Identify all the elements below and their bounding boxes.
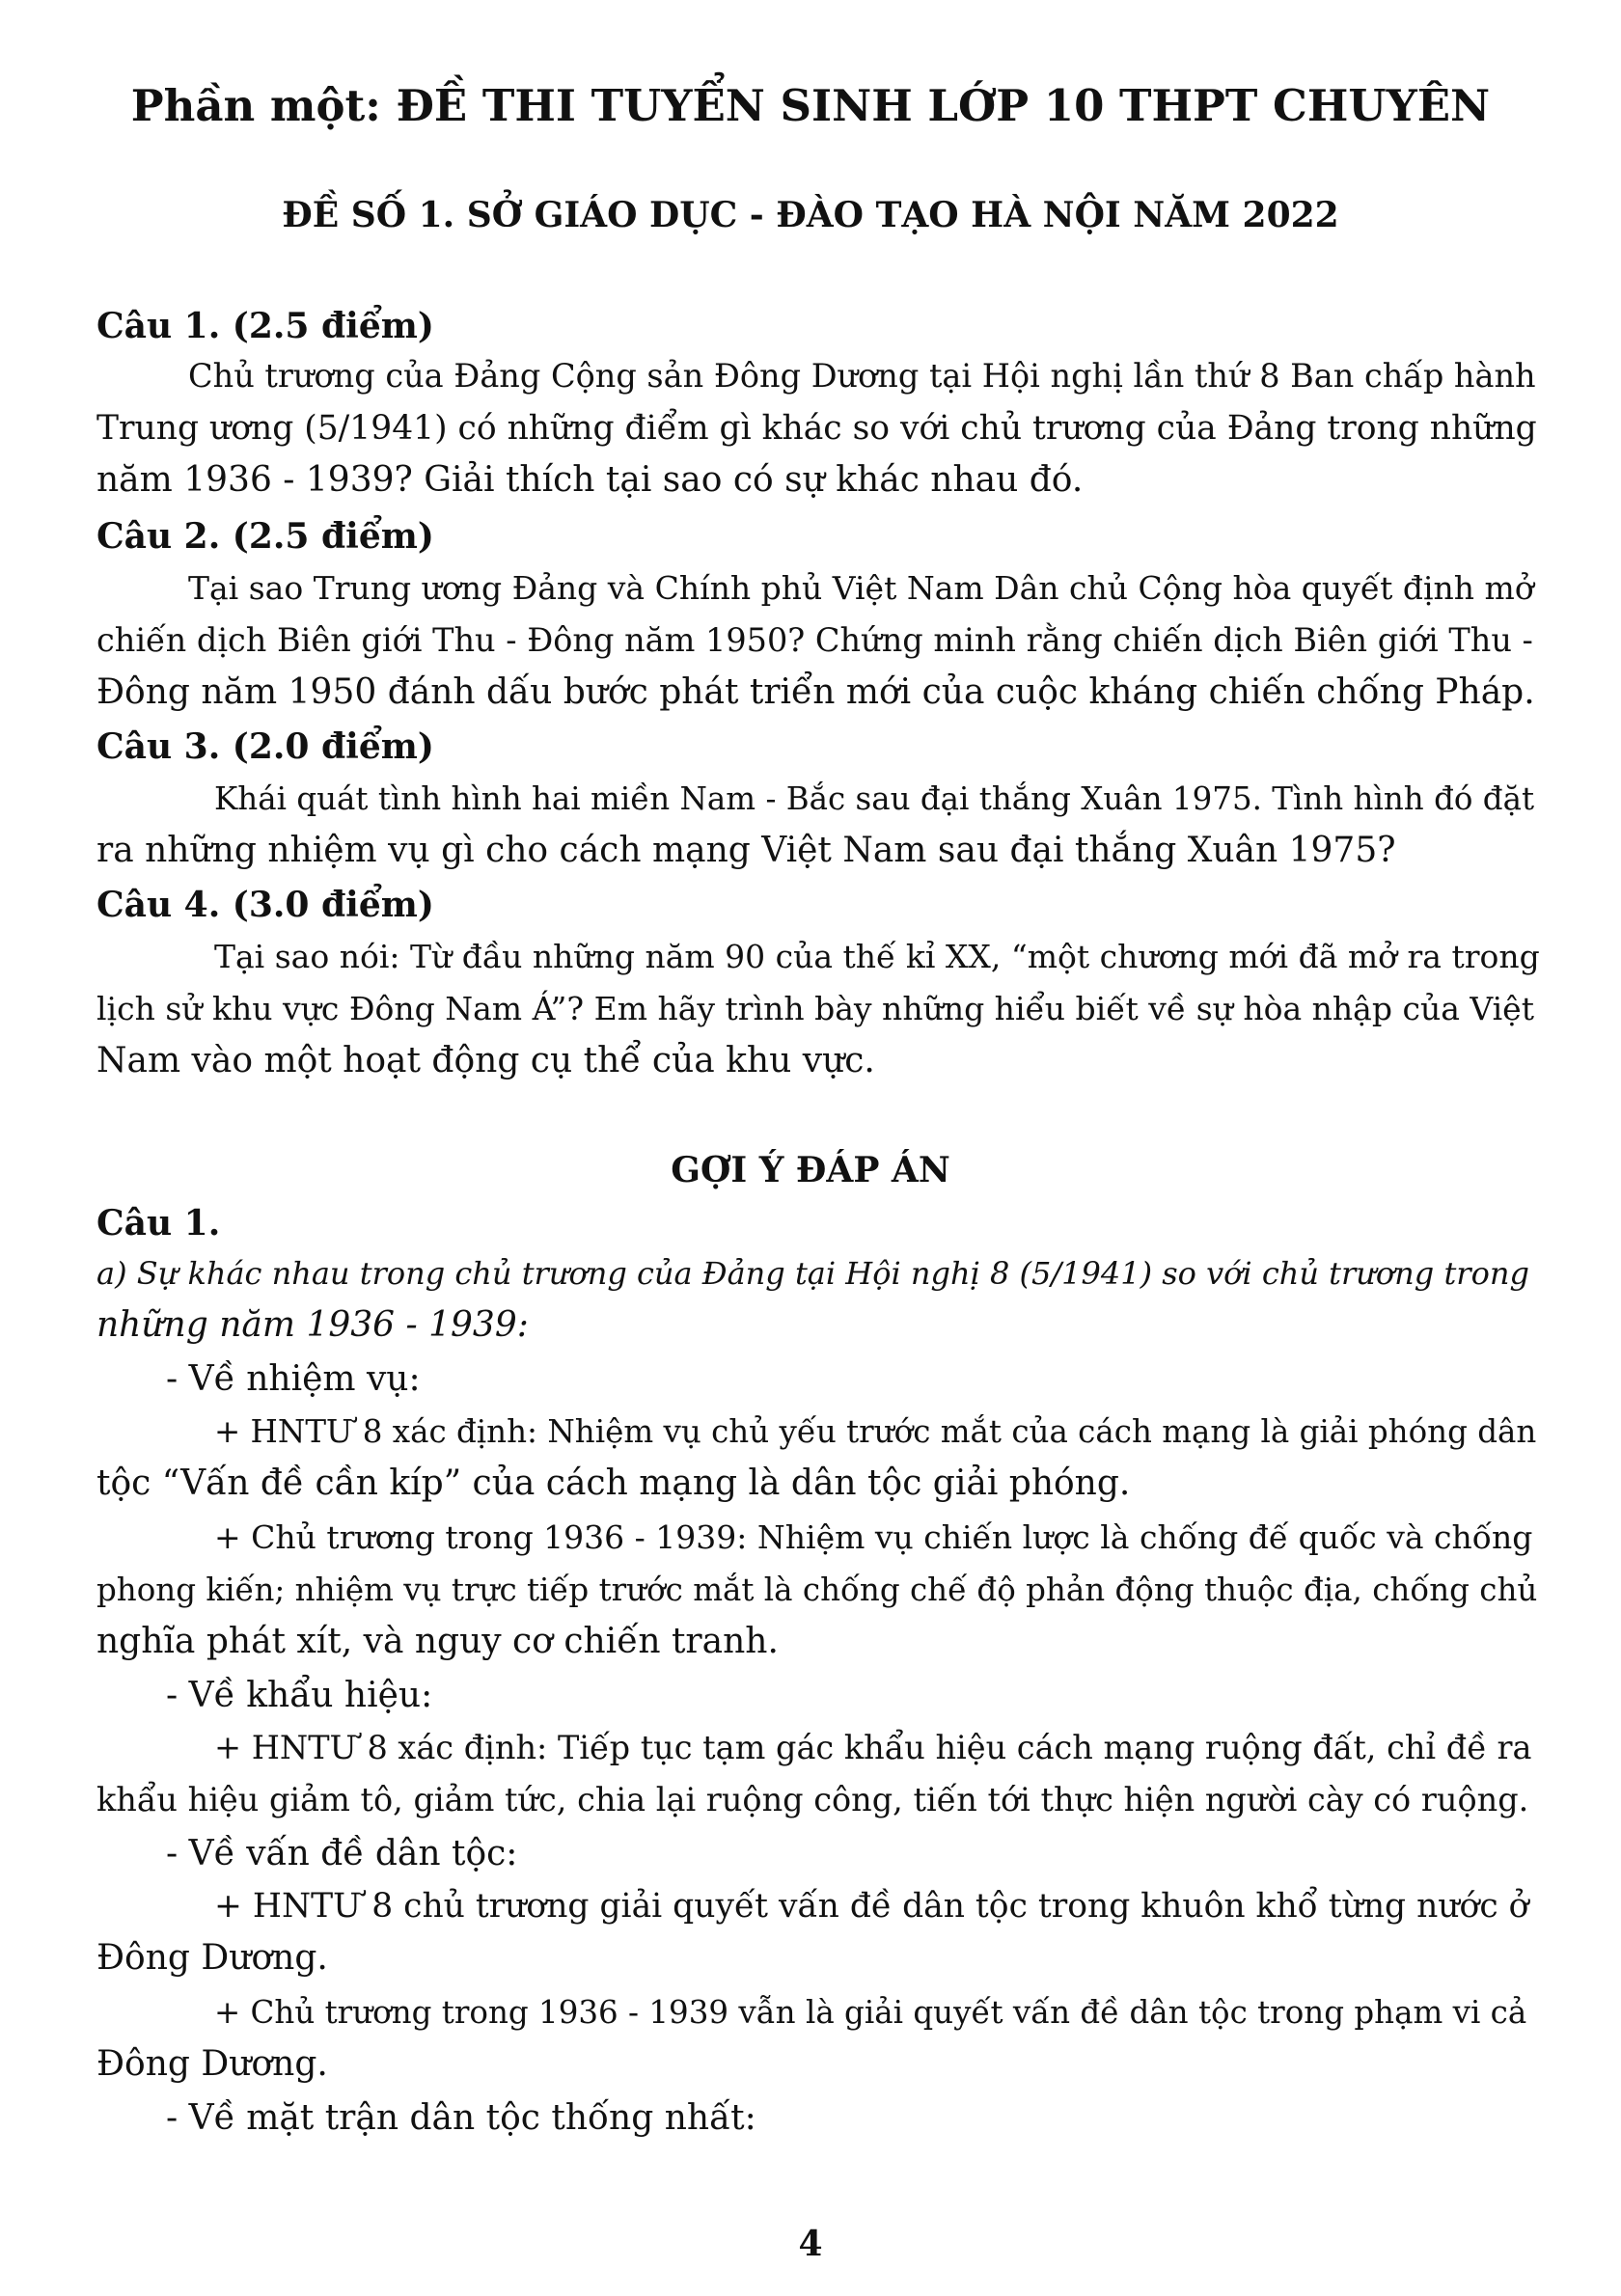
answer-line: - Về nhiệm vụ:	[166, 1359, 421, 1399]
part-title: Phần một: ĐỀ THI TUYỂN SINH LỚP 10 THPT CHUYÊN	[130, 80, 1491, 131]
question-2-line: Tại sao Trung ương Đảng và Chính phủ Việt Nam Dân chủ Cộng hòa quyết định mở	[188, 569, 1534, 607]
question-4-line: Tại sao nói: Từ đầu những năm 90 của thế kỉ XX, “một chương mới đã mở ra trong	[214, 938, 1540, 975]
answer-1-heading: Câu 1.	[96, 1203, 221, 1244]
question-4-line: lịch sử khu vực Đông Nam Á”? Em hãy trình bày những hiểu biết về sự hòa nhập của Việt	[96, 990, 1534, 1027]
question-4-line: Nam vào một hoạt động cụ thể của khu vực.	[96, 1041, 875, 1080]
answer-line: + HNTƯ 8 xác định: Nhiệm vụ chủ yếu trước mắt của cách mạng là giải phóng dân	[214, 1413, 1537, 1450]
answer-line: Đông Dương.	[96, 1938, 328, 1978]
answer-line: + Chủ trương trong 1936 - 1939 vẫn là giải quyết vấn đề dân tộc trong phạm vi cả	[214, 1994, 1527, 2031]
answer-line: + HNTƯ 8 xác định: Tiếp tục tạm gác khẩu hiệu cách mạng ruộng đất, chỉ đề ra	[214, 1729, 1532, 1766]
question-3-line: Khái quát tình hình hai miền Nam - Bắc sau đại thắng Xuân 1975. Tình hình đó đặt	[214, 780, 1535, 817]
answers-title: GỢI Ý ĐÁP ÁN	[671, 1150, 950, 1190]
answer-line: khẩu hiệu giảm tô, giảm tức, chia lại ruộng công, tiến tới thực hiện người cày có ruộng.	[96, 1781, 1529, 1818]
answer-line: tộc “Vấn đề cần kíp” của cách mạng là dân tộc giải phóng.	[96, 1463, 1131, 1503]
answer-line: phong kiến; nhiệm vụ trực tiếp trước mắt là chống chế độ phản động thuộc địa, chống chủ	[96, 1572, 1538, 1608]
question-1-line: Chủ trương của Đảng Cộng sản Đông Dương tại Hội nghị lần thứ 8 Ban chấp hành	[188, 357, 1536, 395]
answer-line: + HNTƯ 8 chủ trương giải quyết vấn đề dân tộc trong khuôn khổ từng nước ở	[214, 1887, 1529, 1926]
question-1-line: năm 1936 - 1939? Giải thích tại sao có sự khác nhau đó.	[96, 460, 1084, 500]
question-2-line: Đông năm 1950 đánh dấu bước phát triển mới của cuộc kháng chiến chống Pháp.	[96, 672, 1535, 712]
answer-line: nghĩa phát xít, và nguy cơ chiến tranh.	[96, 1622, 779, 1661]
question-1-line: Trung ương (5/1941) có những điểm gì khác so với chủ trương của Đảng trong những	[96, 409, 1537, 448]
answer-subheading: những năm 1936 - 1939:	[96, 1305, 529, 1345]
answer-line: - Về khẩu hiệu:	[166, 1676, 433, 1715]
page-number: 4	[798, 2224, 823, 2264]
question-2-line: chiến dịch Biên giới Thu - Đông năm 1950? Chứng minh rằng chiến dịch Biên giới Thu -	[96, 621, 1533, 659]
answer-subheading: a) Sự khác nhau trong chủ trương của Đảng tại Hội nghị 8 (5/1941) so với chủ trương trong	[96, 1255, 1529, 1292]
question-2-heading: Câu 2. (2.5 điểm)	[96, 516, 434, 557]
answer-line: - Về vấn đề dân tộc:	[166, 1834, 518, 1873]
question-3-heading: Câu 3. (2.0 điểm)	[96, 726, 434, 767]
answer-line: - Về mặt trận dân tộc thống nhất:	[166, 2098, 756, 2138]
question-3-line: ra những nhiệm vụ gì cho cách mạng Việt Nam sau đại thắng Xuân 1975?	[96, 831, 1396, 870]
answer-line: + Chủ trương trong 1936 - 1939: Nhiệm vụ chiến lược là chống đế quốc và chống	[214, 1518, 1533, 1556]
answer-line: Đông Dương.	[96, 2044, 328, 2084]
exam-title: ĐỀ SỐ 1. SỞ GIÁO DỤC - ĐÀO TẠO HÀ NỘI NĂM 2022	[282, 195, 1339, 235]
question-4-heading: Câu 4. (3.0 điểm)	[96, 885, 434, 925]
question-1-heading: Câu 1. (2.5 điểm)	[96, 306, 434, 346]
